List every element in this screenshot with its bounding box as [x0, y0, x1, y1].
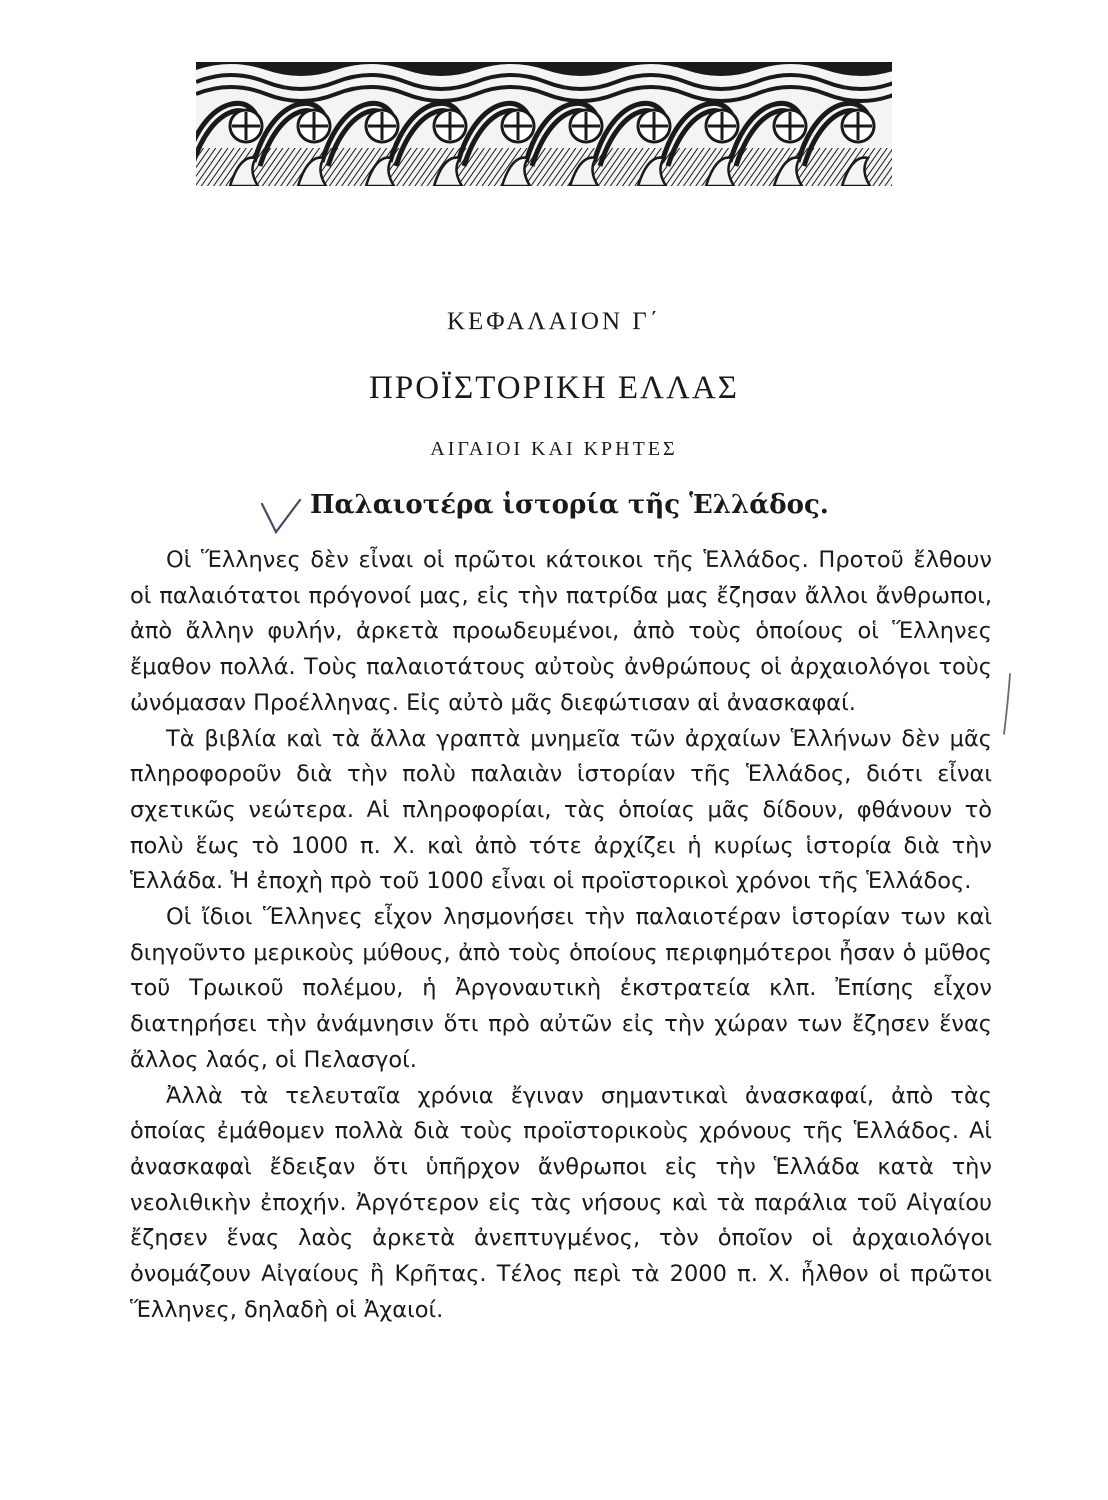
paragraph: Τὰ βιβλία καὶ τὰ ἄλλα γραπτὰ μνημεῖα τῶν ἀρχαίων Ἑλλήνων δὲν μᾶς πληροφοροῦν διὰ τὴν πολὺ παλαιὰν ἱστορίαν τῆς Ἑλλάδος, διότι εἶναι σχετικῶς νεώτερα. Αἱ πληροφορίαι, τὰς ὁποίας μᾶς δίδουν, φθάνουν τὸ πολὺ ἕως τὸ 1000 π. Χ. καὶ ἀπὸ τότε ἀρχίζει ἡ κυρίως ἱστορία διὰ τὴν Ἑλλάδα. Ἡ ἐποχὴ πρὸ τοῦ 1000 εἶναι οἱ προϊστορικοὶ χρόνοι τῆς Ἑλλάδος. [130, 725, 992, 895]
paragraph: Οἱ Ἕλληνες δὲν εἶναι οἱ πρῶτοι κάτοικοι τῆς Ἑλλάδος. Προτοῦ ἔλθουν οἱ παλαιότατοι πρόγονοί μας, εἰς τὴν πατρίδα μας ἔζησαν ἄλλοι ἄνθρωποι, ἀπὸ ἄλλην φυλήν, ἀρκετὰ προωδευμένοι, ἀπὸ τοὺς ὁποίους οἱ Ἕλληνες ἔμαθον πολλά. Τοὺς παλαιοτάτους αὐτοὺς ἀνθρώπους οἱ ἀρχαιολόγοι τοὺς ὠνόμασαν Προέλληνας. Εἰς αὐτὸ μᾶς διεφώτισαν αἱ ἀνασκαφαί. [130, 547, 992, 716]
chapter-heading: ΚΕΦΑΛΑΙΟΝ Γ΄ [446, 308, 662, 335]
page-subtitle: ΑΙΓΑΙΟΙ ΚΑΙ ΚΡΗΤΕΣ [430, 438, 678, 460]
section-heading: Παλαιοτέρα ἱστορία τῆς Ἑλλάδος. [310, 490, 829, 520]
margin-pen-mark-icon [1000, 672, 1014, 736]
decorative-wave-band [196, 62, 892, 186]
paragraph: Ἀλλὰ τὰ τελευταῖα χρόνια ἔγιναν σημαντικαὶ ἀνασκαφαί, ἀπὸ τὰς ὁποίας ἐμάθομεν πολλὰ διὰ τοὺς προϊστορικοὺς χρόνους τῆς Ἑλλάδος. Αἱ ἀνασκαφαὶ ἔδειξαν ὅτι ὑπῆρχον ἄνθρωποι εἰς τὴν Ἑλλάδα κατὰ τὴν νεολιθικὴν ἐποχήν. Ἀργότερον εἰς τὰς νήσους καὶ τὰ παράλια τοῦ Αἰγαίου ἔζησεν ἕνας λαὸς ἀρκετὰ ἀνεπτυγμένος, τὸν ὁποῖον οἱ ἀρχαιολόγοι ὀνομάζουν Αἰγαίους ἢ Κρῆτας. Τέλος περὶ τὰ 2000 π. Χ. ἦλθον οἱ πρῶτοι Ἕλληνες, δηλαδὴ οἱ Ἀχαιοί. [130, 1082, 992, 1323]
page-title: ΠΡΟΪΣΤΟΡΙΚΗ ΕΛΛΑΣ [369, 370, 739, 406]
paragraph: Οἱ ἴδιοι Ἕλληνες εἶχον λησμονήσει τὴν παλαιοτέραν ἱστορίαν των καὶ διηγοῦντο μερικοὺς μύθους, ἀπὸ τοὺς ὁποίους περιφημότεροι ἦσαν ὁ μῦθος τοῦ Τρωικοῦ πολέμου, ἡ Ἀργοναυτικὴ ἐκστρατεία κλπ. Ἐπίσης εἶχον διατηρήσει τὴν ἀνάμνησιν ὅτι πρὸ αὐτῶν εἰς τὴν χώραν των ἔζησεν ἕνας ἄλλος λαός, οἱ Πελασγοί. [130, 904, 992, 1073]
handwritten-checkmark-icon [258, 496, 318, 540]
body-text [130, 543, 992, 1328]
